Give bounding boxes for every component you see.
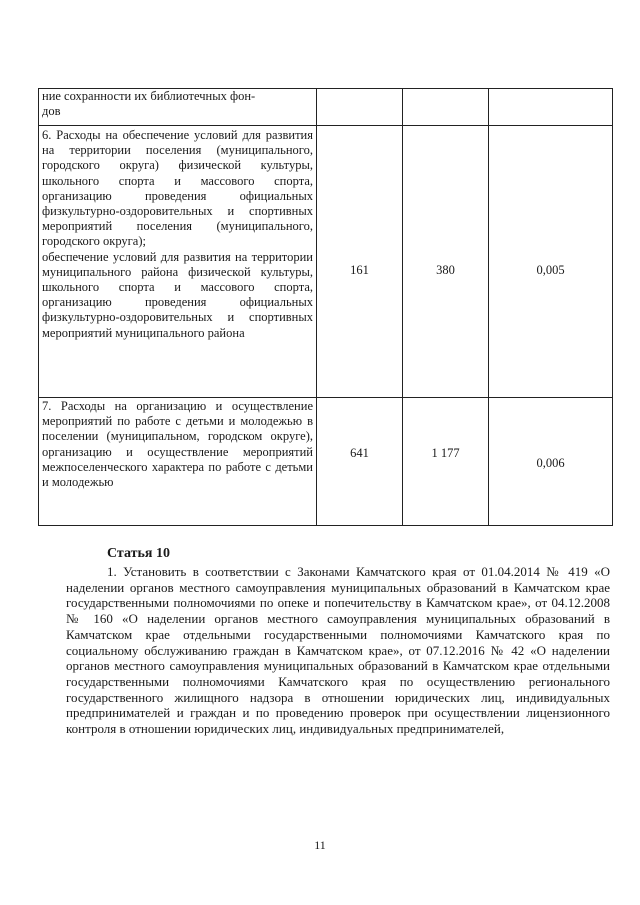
value-text: 1 177 bbox=[431, 446, 460, 460]
value-cell bbox=[317, 126, 403, 398]
row-description-cell bbox=[39, 126, 317, 398]
page-number: 11 bbox=[314, 838, 326, 852]
value-cell bbox=[403, 126, 489, 398]
row-description-cell bbox=[39, 89, 317, 126]
row-description: ние сохранности их библиотечных фон- дов bbox=[42, 89, 256, 119]
table-row bbox=[39, 398, 613, 526]
expenditure-table bbox=[38, 88, 613, 526]
value-cell bbox=[489, 398, 613, 526]
table-row bbox=[39, 89, 613, 126]
value-cell bbox=[403, 398, 489, 526]
table-row bbox=[39, 126, 613, 398]
article-heading: Статья 10 bbox=[107, 546, 170, 561]
row-description: 6. Расходы на обеспечение условий для развития на территории поселения (муниципального, городского округа) физической культуры, школьного спорта и массового спорта, организацию проведения официальных физкультурно-оздоровительных и спортивных мероприятий поселения (муниципального, городского округа); обеспечение условий для развития на территории муниципального района физической культуры, школьного спорта и массового спорта, организацию проведения официальных физкультурно-оздоровительных и спортивных мероприятий муниципального района bbox=[42, 128, 313, 340]
value-cell bbox=[403, 89, 489, 126]
article-paragraph: 1. Установить в соответствии с Законами Камчатского края от 01.04.2014 № 419 «О наделении органов местного самоуправления муниципальных образований в Камчатском крае государственными полномочиями по опеке и попечительству в Камчатском крае», от 04.12.2008 № 160 «О наделении органов местного самоуправления муниципальных образований в Камчатском крае отдельными государственными полномочиями Камчатского края по социальному обслуживанию граждан в Камчатском крае», от 07.12.2016 № 42 «О наделении органов местного самоуправления муниципальных образований в Камчатском крае отдельными государственными полномочиями Камчатского края по осуществлению регионального государственного жилищного надзора в отношении юридических лиц, индивидуальных предпринимателей и граждан и по проведению проверок при осуществлении лицензионного контроля в отношении юридических лиц, индивидуальных предпринимателей, bbox=[66, 564, 610, 737]
value-cell bbox=[317, 398, 403, 526]
value-cell bbox=[489, 89, 613, 126]
value-text: 641 bbox=[350, 446, 369, 460]
row-description: 7. Расходы на организацию и осуществление мероприятий по работе с детьми и молодежью в поселении (муниципальном, городском округе), организацию и осуществление мероприятий межпоселенческого характера по работе с детьми и молодежью bbox=[42, 399, 313, 490]
value-cell bbox=[489, 126, 613, 398]
value-text: 0,005 bbox=[536, 263, 565, 277]
row-description-cell bbox=[39, 398, 317, 526]
value-text: 0,006 bbox=[536, 456, 565, 470]
value-text: 380 bbox=[436, 263, 455, 277]
value-text: 161 bbox=[350, 263, 369, 277]
value-cell bbox=[317, 89, 403, 126]
